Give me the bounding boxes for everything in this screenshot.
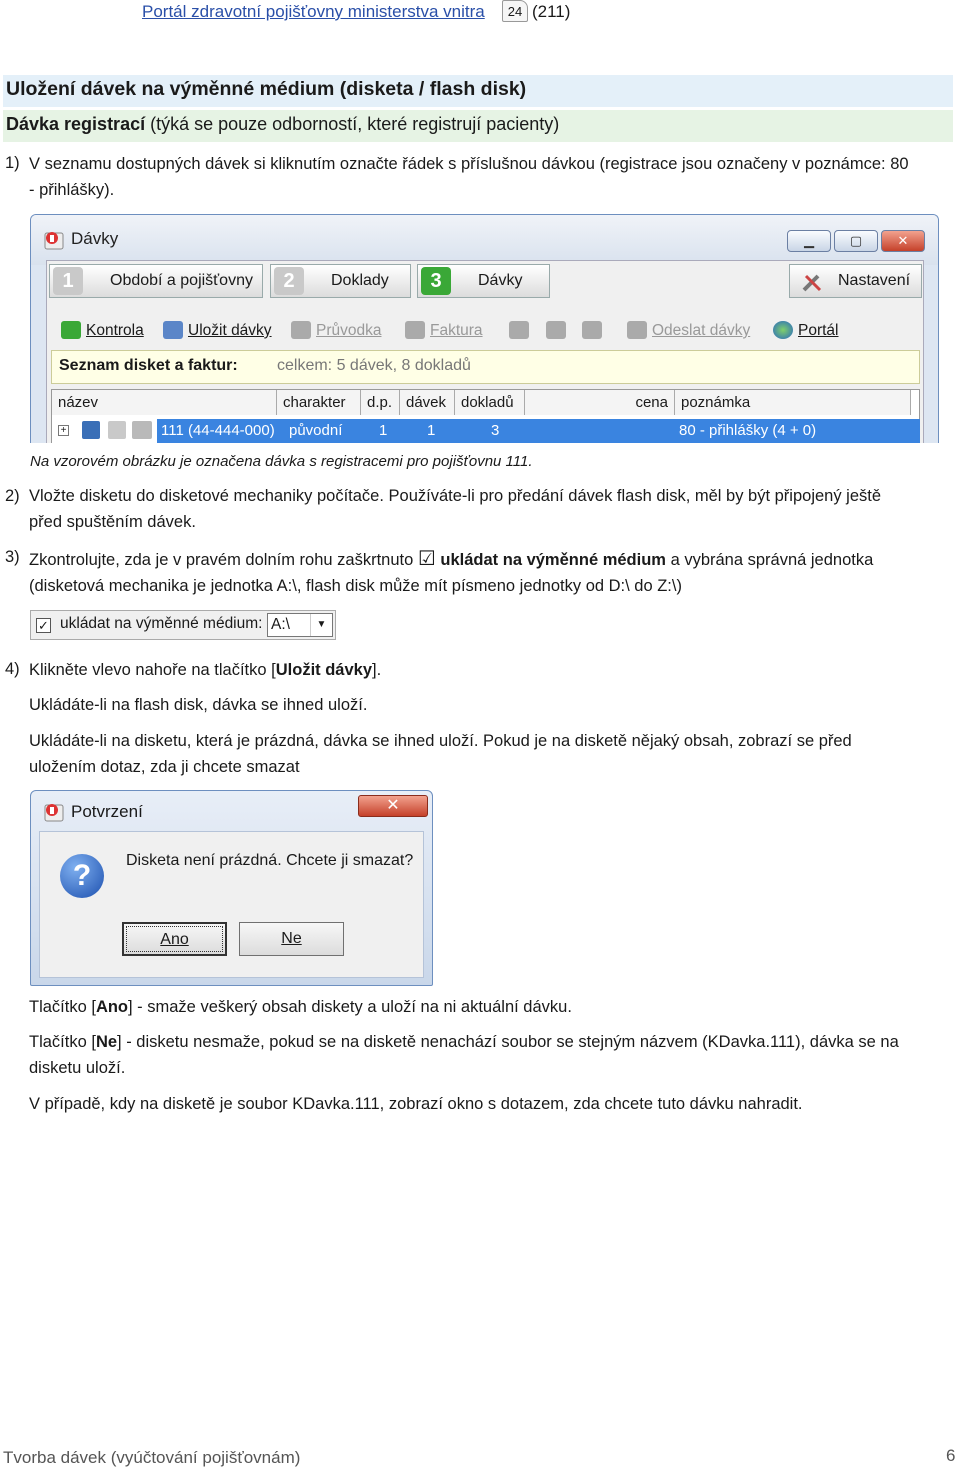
step-label-2: Doklady <box>331 272 389 289</box>
toolbar-faktura-label: Faktura <box>430 322 483 339</box>
removable-media-label: ukládat na výměnné médium: <box>60 615 263 632</box>
step-label-1: Období a pojišťovny <box>110 272 253 289</box>
step4-p2b: uložením dotaz, zda ji chcete smazat <box>29 758 300 776</box>
davky-window <box>30 214 939 443</box>
note-ano <box>29 994 572 1020</box>
stamp-icon <box>509 321 529 339</box>
toolbar-kontrola[interactable] <box>61 318 144 344</box>
toolbar-icon-c[interactable] <box>582 318 607 344</box>
note-ano-pre: Tlačítko [ <box>29 998 96 1016</box>
step-label-3: Dávky <box>478 272 523 289</box>
step3-line1 <box>29 546 954 573</box>
save-icon <box>163 321 183 339</box>
page-count-badge: 24 <box>502 0 528 22</box>
step4-text <box>29 657 954 683</box>
subsection-heading-bold: Dávka registrací <box>6 114 146 134</box>
removable-media-widget <box>30 610 336 640</box>
step3-post: a vybrána správná jednotka <box>670 551 874 569</box>
removable-media-checkbox[interactable]: ✓ <box>36 618 51 633</box>
davky-grid <box>51 389 920 443</box>
portal-link[interactable]: Portál zdravotní pojišťovny ministerstva vnitra <box>142 2 485 21</box>
globe-icon <box>773 321 793 339</box>
grid-icon <box>108 421 126 439</box>
dialog-body <box>39 831 424 978</box>
settings-label: Nastavení <box>838 272 911 289</box>
section-heading: Uložení dávek na výměnné médium (disketa / flash disk) <box>3 75 953 107</box>
table-row[interactable] <box>157 419 920 443</box>
copy-icon <box>546 321 566 339</box>
toolbar-pruvodka[interactable] <box>291 318 381 344</box>
step2-number: 2) <box>5 487 20 505</box>
col-charakter[interactable]: charakter <box>277 390 361 415</box>
step2-line1: Vložte disketu do disketové mechaniky počítače. Používáte-li pro předání dávek flash disk, měl by být připojený ještě <box>29 487 882 505</box>
col-poznamka[interactable]: poznámka <box>675 390 911 415</box>
davky-titlebar <box>31 215 938 265</box>
step3-line2: (disketová mechanika je jednotka A:\, flash disk může mít písmeno jednotky od D:\ do Z:\) <box>29 577 682 595</box>
note-last: V případě, kdy na disketě je soubor KDavka.111, zobrazí okno s dotazem, zda chcete tuto dávku nahradit. <box>29 1095 803 1113</box>
panel-summary: celkem: 5 dávek, 8 dokladů <box>277 357 471 374</box>
toolbar-odeslat-label: Odeslat dávky <box>652 322 751 339</box>
step2-text <box>29 483 954 535</box>
col-cena[interactable]: cena <box>525 390 675 415</box>
check-icon <box>61 321 81 339</box>
step-tab-3[interactable] <box>417 264 550 298</box>
davky-content <box>46 260 924 443</box>
davky-window-title: Dávky <box>71 229 119 248</box>
toolbar-odeslat[interactable] <box>627 318 750 344</box>
minimize-button[interactable]: ▁ <box>787 230 831 252</box>
toolbar-ulozit-label: Uložit dávky <box>188 322 272 339</box>
tools-icon <box>800 270 824 294</box>
step4-pre: Klikněte vlevo nahoře na tlačítko [ <box>29 661 276 679</box>
yes-button-label: Ano <box>160 931 189 948</box>
col-dokladu[interactable]: dokladů <box>455 390 525 415</box>
arrows-icon <box>132 421 152 439</box>
step-number-3: 3 <box>421 267 451 295</box>
step-number-2: 2 <box>274 267 304 295</box>
total-count: (211) <box>532 2 571 21</box>
dialog-close-button[interactable]: ✕ <box>358 795 428 817</box>
document-icon <box>291 321 311 339</box>
note-ne-pre: Tlačítko [ <box>29 1033 96 1051</box>
screenshot-caption: Na vzorovém obrázku je označena dávka s registracemi pro pojišťovnu 111. <box>30 453 533 470</box>
expand-icon[interactable]: + <box>58 425 69 436</box>
cell-nazev: 111 (44-444-000) <box>161 422 275 439</box>
col-dp[interactable]: d.p. <box>361 390 400 415</box>
cell-davek: 1 <box>427 422 436 439</box>
app-icon <box>43 801 67 823</box>
floppy-icon <box>82 421 100 439</box>
toolbar-portal[interactable] <box>773 318 839 344</box>
page-header <box>0 0 960 30</box>
note-ano-bold: Ano <box>95 998 129 1016</box>
note-ne-bold: Ne <box>95 1033 118 1051</box>
question-icon: ? <box>60 854 104 898</box>
col-davek[interactable]: dávek <box>400 390 455 415</box>
cell-charakter: původní <box>289 422 343 439</box>
disk-list-panel <box>51 350 920 384</box>
toolbar-icon-a[interactable] <box>509 318 534 344</box>
cell-poznamka: 80 - přihlášky (4 + 0) <box>679 422 817 439</box>
step1-number: 1) <box>5 154 20 172</box>
step-tab-2[interactable] <box>270 264 411 298</box>
panel-title: Seznam disket a faktur: <box>59 357 238 374</box>
yes-button[interactable] <box>122 922 227 956</box>
step4-p1: Ukládáte-li na flash disk, dávka se ihned uloží. <box>29 696 368 714</box>
maximize-button[interactable]: ▢ <box>834 230 878 252</box>
subsection-heading-rest: (týká se pouze odborností, které registrují pacienty) <box>145 114 560 134</box>
cell-dp: 1 <box>379 422 388 439</box>
close-button[interactable]: ✕ <box>881 230 925 252</box>
stamp2-icon <box>582 321 602 339</box>
toolbar-pruvodka-label: Průvodka <box>316 322 382 339</box>
footer-page-number: 6 <box>946 1446 956 1465</box>
note-ne-line1 <box>29 1029 954 1055</box>
step-number-1: 1 <box>53 267 83 295</box>
step4-number: 4) <box>5 660 20 678</box>
step-tab-1[interactable] <box>49 264 263 298</box>
toolbar-kontrola-label: Kontrola <box>86 322 144 339</box>
settings-button[interactable] <box>789 264 922 298</box>
col-nazev[interactable]: název <box>52 390 277 415</box>
note-ne <box>29 1029 954 1081</box>
step4-p2a: Ukládáte-li na disketu, která je prázdná, dávka se ihned uloží. Pokud je na disketě nějaký obsah, zobrazí se před <box>29 732 852 750</box>
note-ano-post: ] - smaže veškerý obsah diskety a uloží na ni aktuální dávku. <box>128 998 572 1016</box>
step3-number: 3) <box>5 548 20 566</box>
footer-title: Tvorba dávek (vyúčtování pojišťovnám) <box>3 1448 301 1467</box>
step1-line1: V seznamu dostupných dávek si kliknutím označte řádek s příslušnou dávkou (registrace jsou označeny v poznámce: 80 <box>29 155 909 173</box>
toolbar-portal-label: Portál <box>798 322 839 339</box>
toolbar-faktura[interactable] <box>405 318 483 344</box>
dialog-message: Disketa není prázdná. Chcete ji smazat? <box>126 852 414 869</box>
step3-pre: Zkontrolujte, zda je v pravém dolním rohu zaškrtnuto <box>29 551 414 569</box>
step1-text <box>29 151 954 203</box>
toolbar-icon-b[interactable] <box>546 318 571 344</box>
step3-bold: ukládat na výměnné médium <box>440 551 666 569</box>
drive-select[interactable] <box>267 613 333 637</box>
cell-dokladu: 3 <box>491 422 500 439</box>
app-icon <box>43 229 67 251</box>
step4-bold: Uložit dávky <box>275 661 373 679</box>
step1-line2: - přihlášky). <box>29 181 115 199</box>
send-icon <box>627 321 647 339</box>
drive-select-value: A:\ <box>271 616 290 633</box>
invoice-icon <box>405 321 425 339</box>
step4-post: ]. <box>372 661 382 679</box>
checkbox-glyph: ☑ <box>417 548 436 570</box>
toolbar-ulozit[interactable] <box>163 318 272 344</box>
step3-text <box>29 546 954 599</box>
note-ne-line2: disketu uloží. <box>29 1059 126 1077</box>
note-ne-post: ] - disketu nesmaže, pokud se na disketě nenachází soubor se stejným názvem (KDavka.111), dávka se na <box>117 1033 899 1051</box>
dialog-title: Potvrzení <box>71 802 143 821</box>
confirm-dialog <box>30 790 433 986</box>
subsection-heading <box>3 110 953 142</box>
step4-p2 <box>29 728 954 780</box>
no-button[interactable] <box>239 922 344 956</box>
chevron-down-icon[interactable]: ▼ <box>310 614 332 636</box>
step2-line2: před spuštěním dávek. <box>29 513 196 531</box>
no-button-label: Ne <box>281 930 302 947</box>
